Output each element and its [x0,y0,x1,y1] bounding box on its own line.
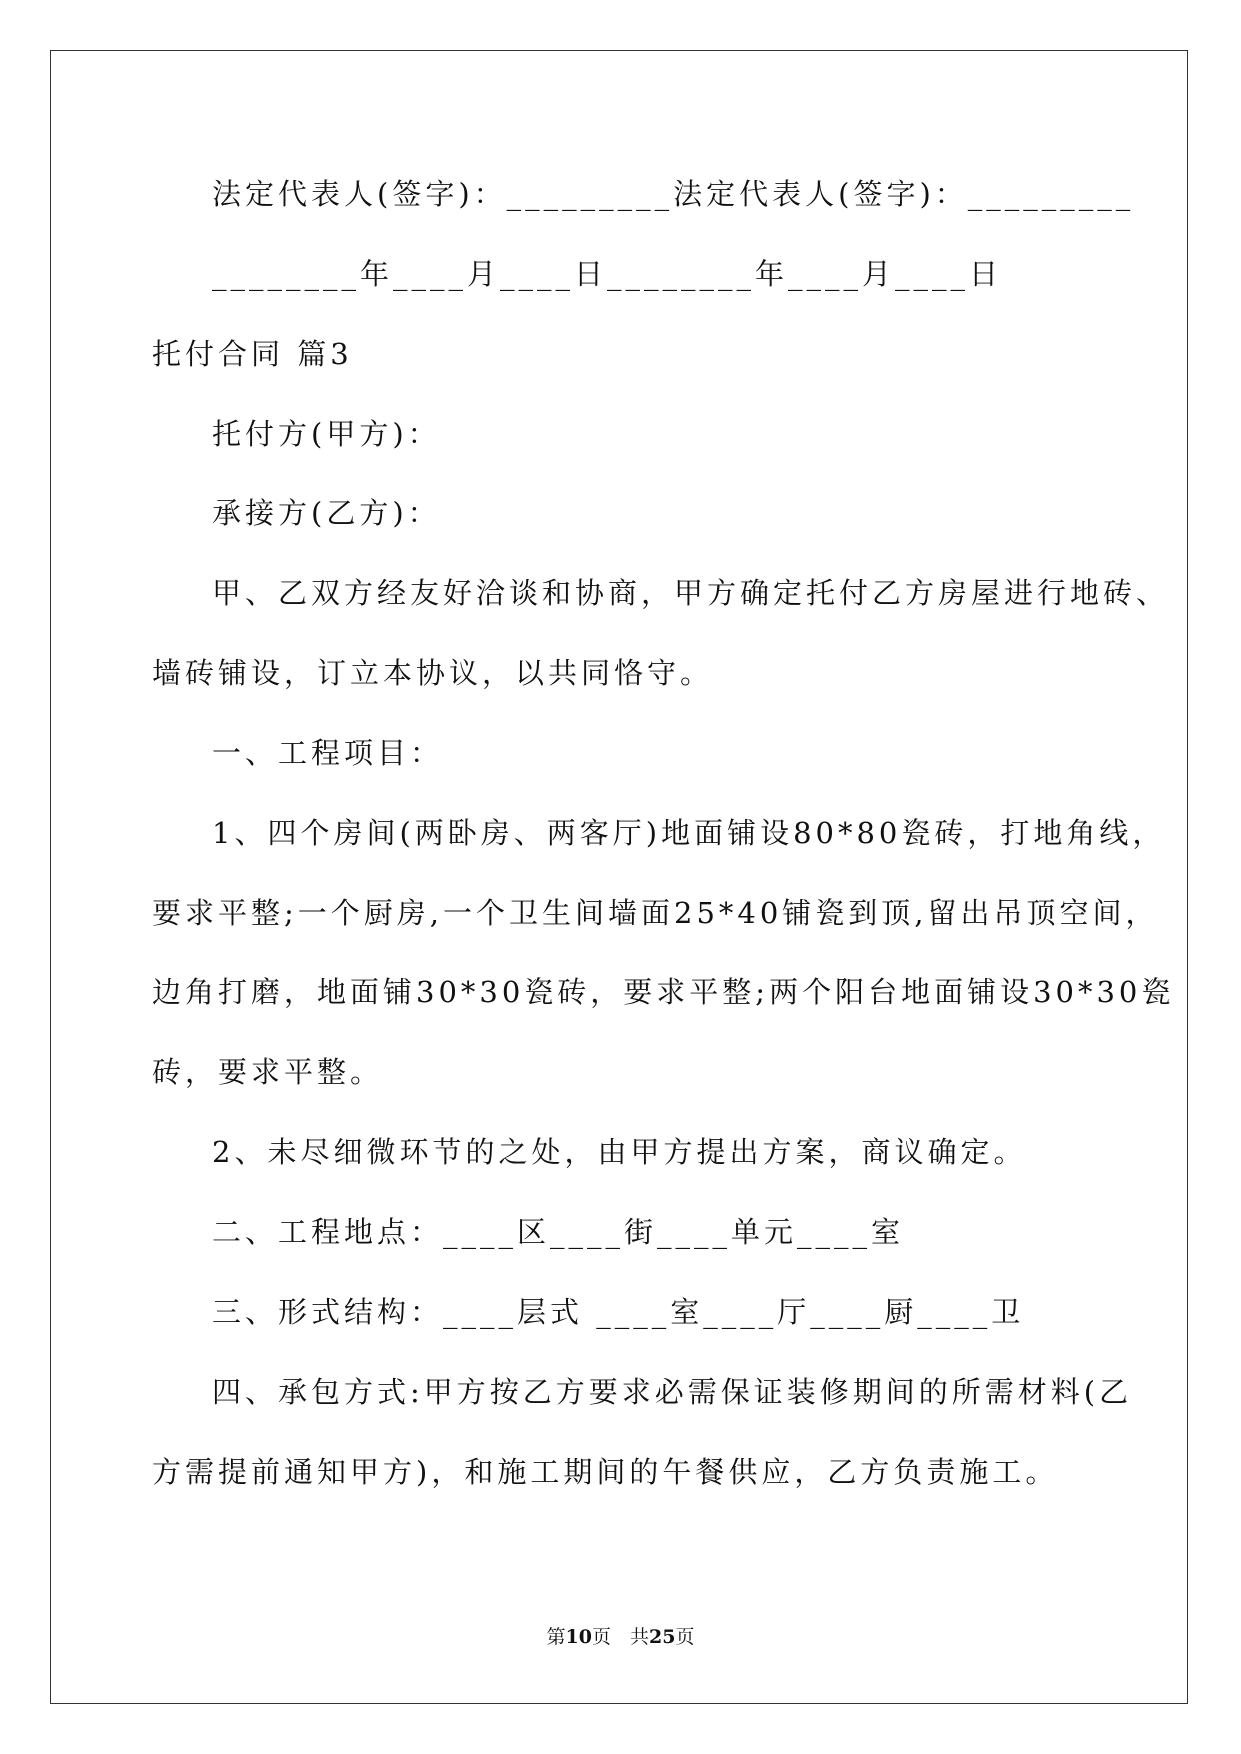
page-footer [0,1622,1241,1649]
current-page-number: 10 [565,1626,592,1648]
paragraph-line: 2、未尽细微环节的之处，由甲方提出方案，商议确定。 [212,1135,1027,1169]
paragraph-line: 边角打磨，地面铺30*30瓷砖，要求平整;两个阳台地面铺设30*30瓷 [152,975,1175,1009]
clause-heading: 一、工程项目： [212,736,444,770]
footer-prefix: 第 [546,1626,566,1648]
footer-suffix: 页 [675,1626,695,1648]
paragraph-line: 要求平整;一个厨房,一个卫生间墙面25*40铺瓷到顶,留出吊顶空间， [152,896,1159,930]
party-b-line: 承接方(乙方)： [212,496,441,530]
paragraph-line: 墙砖铺设，订立本协议，以共同恪守。 [152,656,714,690]
clause-location: 二、工程地点：____区____街____单元____室 [212,1215,905,1249]
section-title: 托付合同 篇3 [152,337,353,371]
signature-line: 法定代表人(签字)：_________法定代表人(签字)：_________ [212,177,1135,211]
date-line: ________年____月____日________年____月____日 [212,257,1003,291]
paragraph-line: 砖，要求平整。 [152,1055,384,1089]
footer-middle: 页 共 [591,1626,649,1648]
paragraph-line: 甲、乙双方经友好洽谈和协商，甲方确定托付乙方房屋进行地砖、 [212,576,1170,610]
paragraph-line: 方需提前通知甲方)，和施工期间的午餐供应，乙方负责施工。 [152,1455,1059,1489]
paragraph-line: 四、承包方式:甲方按乙方要求必需保证装修期间的所需材料(乙 [212,1375,1133,1409]
clause-structure: 三、形式结构：____层式 ____室____厅____厨____卫 [212,1295,1025,1329]
paragraph-line: 1、四个房间(两卧房、两客厅)地面铺设80*80瓷砖，打地角线， [212,816,1166,850]
total-page-number: 25 [649,1626,676,1648]
party-a-line: 托付方(甲方)： [212,417,441,451]
